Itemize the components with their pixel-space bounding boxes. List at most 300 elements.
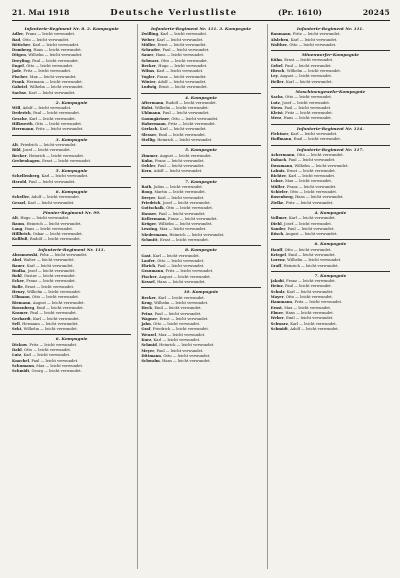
casualty-entry: Dreyer, Karl — leicht verwundet. — [141, 195, 205, 200]
casualty-entry: Scheller, Adolf — leicht verwundet. — [12, 195, 80, 200]
casualty-entry: Baum, Heinrich — leicht verwundet. — [12, 221, 82, 226]
casualty-name: Jakobi — [270, 279, 284, 284]
casualty-name: Ecker — [12, 279, 24, 284]
casualty-details: Otto — leicht verwundet. — [157, 258, 205, 263]
casualty-name: Schmidt — [12, 369, 30, 374]
casualty-details: Julius — leicht verwundet. — [153, 185, 203, 190]
casualty-details: Paul — leicht verwundet. — [156, 348, 204, 353]
casualty-name: Schieler — [270, 190, 288, 195]
casualty-name: Herrmann — [12, 127, 34, 132]
casualty-name: Herold — [12, 179, 27, 184]
casualty-entry: Habermann, Fritz — leicht verwundet. — [141, 122, 216, 127]
casualty-details: Otto — leicht verwundet. — [285, 95, 333, 100]
casualty-details: Adolf — leicht verwundet. — [157, 79, 207, 84]
casualty-entry: Schieler, Otto — leicht verwundet. — [270, 190, 338, 195]
casualty-details: Otto — leicht verwundet. — [166, 206, 214, 211]
casualty-details: Hermann — leicht verwundet. — [26, 79, 83, 84]
casualty-name: Baum — [12, 221, 25, 226]
casualty-details: Paul — leicht verwundet. — [28, 179, 76, 184]
casualty-entry: Bauer, Karl — leicht verwundet. — [12, 263, 74, 268]
casualty-name: Alsleben — [270, 37, 289, 42]
casualty-details: Paul — leicht verwundet. — [31, 358, 79, 363]
casualty-details: Hans — leicht verwundet. — [295, 195, 344, 200]
casualty-entry: Bohl, Gustav — leicht verwundet. — [12, 274, 76, 279]
casualty-entry: Schulz, Karl — leicht verwundet. — [270, 289, 334, 294]
casualty-name: Dossmann — [270, 163, 293, 168]
casualty-entry: Will, Adolf — leicht verwundet. — [12, 106, 72, 111]
casualty-entry: Wilms, Karl — leicht verwundet. — [141, 69, 204, 74]
casualty-entry: Gabriel, Wilhelm — leicht verwundet. — [12, 85, 84, 90]
casualty-name: Lang — [12, 226, 23, 231]
casualty-details: Paul — leicht verwundet. — [288, 158, 336, 163]
casualty-entry: Meyer, Paul — leicht verwundet. — [141, 348, 204, 353]
section-heading: 7. Kompagnie — [271, 271, 390, 278]
casualty-name: Hammann — [270, 300, 293, 305]
casualty-entry: Kriegel, Emil — leicht verwundet. — [270, 252, 336, 257]
casualty-entry: Graumann, Fritz — leicht verwundet. — [141, 269, 214, 274]
casualty-details: Karl — leicht verwundet. — [158, 295, 205, 300]
section-heading: Maschinengewehr-Kompagnie — [271, 87, 390, 94]
casualty-entry: Lohse, Max — leicht verwundet. — [270, 179, 333, 184]
casualty-name: Vollmer — [270, 216, 287, 221]
casualty-details: Paul — leicht verwundet. — [154, 311, 202, 316]
casualty-details: Wilhelm — leicht verwundet. — [26, 290, 82, 295]
casualty-name: Rosenberg — [12, 305, 35, 310]
casualty-name: Lohse — [270, 179, 283, 184]
casualty-entry: Hoffmann, Emil — leicht verwundet. — [270, 137, 341, 142]
casualty-name: Bad — [12, 37, 21, 42]
casualty-name: Schellenberg — [12, 174, 40, 179]
casualty-entry: Rosenberg, Hans — leicht verwundet. — [270, 195, 344, 200]
casualty-name: Aftermann — [141, 100, 164, 105]
casualty-details: Heinrich — leicht verwundet. — [169, 232, 225, 237]
casualty-entry: Budka, Josef — leicht verwundet. — [12, 268, 76, 273]
casualty-entry: Lahnis, Ernst — leicht verwundet. — [270, 168, 336, 173]
casualty-entry: Jahn, Otto — leicht verwundet. — [141, 322, 201, 327]
casualty-name: Niedermann — [141, 232, 167, 237]
casualty-name: Zwilling — [141, 32, 159, 37]
casualty-details: Josef — leicht verwundet. — [22, 148, 71, 153]
casualty-details: Hans — leicht verwundet. — [285, 310, 334, 315]
casualty-details: Adolf — leicht verwundet. — [22, 106, 72, 111]
casualty-details: Hans — leicht verwundet. — [283, 116, 332, 121]
section-heading: 6. Kompagnie — [12, 334, 131, 341]
casualty-details: Oskar — leicht verwundet. — [32, 232, 83, 237]
casualty-name: Schumann — [12, 363, 34, 368]
section-heading: Infanterie-Regiment Nr. 8. 2. Kompagnie — [24, 26, 119, 31]
casualty-name: Kühn — [270, 58, 282, 63]
casualty-details: Hugo — leicht verwundet. — [158, 64, 208, 69]
casualty-name: Kurz — [141, 338, 152, 343]
casualty-entry: Graff, Heinrich — leicht verwundet. — [270, 263, 339, 268]
casualty-name: Kriegel — [270, 252, 286, 257]
casualty-details: Max — leicht verwundet. — [36, 363, 84, 368]
casualty-name: Alt — [12, 216, 18, 221]
text-columns — [12, 24, 390, 569]
casualty-entry: Hillbrich, Oskar — leicht verwundet. — [12, 232, 83, 237]
casualty-name: Weber — [270, 316, 284, 321]
casualty-name: Vogler — [141, 74, 155, 79]
casualty-entry: Dreyling, Paul — leicht verwundet. — [12, 58, 79, 63]
casualty-name: Wilms — [141, 69, 155, 74]
casualty-details: Hans — leicht verwundet. — [157, 280, 206, 285]
casualty-details: Karl — leicht verwundet. — [32, 42, 80, 47]
casualty-details: Heinrich — leicht verwundet. — [28, 153, 85, 158]
casualty-name: Gast — [141, 253, 151, 258]
casualty-entry: Kleist, Fritz — leicht verwundet. — [270, 111, 333, 116]
section-heading: Infanterie-Regiment Nr. 117. — [271, 145, 390, 152]
casualty-details: Ernst — leicht verwundet. — [286, 168, 336, 173]
casualty-details: Paul — leicht verwundet. — [162, 48, 210, 53]
casualty-details: Hermann — leicht verwundet. — [22, 321, 79, 326]
casualty-name: Kellermann — [141, 216, 166, 221]
casualty-name: Dickow — [12, 342, 28, 347]
casualty-entry: Gast, Karl — leicht verwundet. — [141, 253, 200, 258]
casualty-name: Dreyling — [12, 58, 30, 63]
casualty-name: Dabach — [270, 158, 287, 163]
casualty-name: Rösch — [270, 232, 284, 237]
casualty-entry: Gerlach, Karl — leicht verwundet. — [141, 127, 207, 132]
issue-number: (Pr. 1610) — [278, 8, 323, 17]
casualty-entry: Alt, Friedrich — leicht verwundet. — [12, 142, 77, 147]
section-heading: 6. Kompagnie — [12, 187, 131, 194]
casualty-name: Schwarz — [141, 58, 159, 63]
casualty-name: Sachs — [270, 95, 283, 100]
casualty-name: Gaumgärtner — [141, 116, 170, 121]
casualty-entry: Niedermann, Heinrich — leicht verwundet. — [141, 232, 225, 237]
page-header — [12, 8, 390, 21]
casualty-details: Hugo — leicht verwundet. — [20, 216, 70, 221]
casualty-entry: Hilkwerth, Otto — leicht verwundet. — [12, 122, 83, 127]
casualty-details: Fritz — leicht verwundet. — [292, 32, 341, 37]
casualty-name: Gessel — [12, 200, 26, 205]
casualty-details: Otto — leicht verwundet. — [163, 353, 211, 358]
casualty-details: Karl — leicht verwundet. — [23, 353, 71, 358]
casualty-entry: Kurz, Karl — leicht verwundet. — [141, 338, 201, 343]
casualty-entry: Stern, Paul — leicht verwundet. — [270, 105, 332, 110]
casualty-details: Franz — leicht verwundet. — [156, 74, 207, 79]
casualty-entry: Lang, Hans — leicht verwundet. — [12, 226, 74, 231]
casualty-name: Ernst — [270, 305, 282, 310]
casualty-name: Hauff — [270, 247, 283, 252]
casualty-entry: Vogler, Franz — leicht verwundet. — [141, 74, 207, 79]
casualty-details: Franz — leicht verwundet. — [25, 32, 76, 37]
casualty-name: Alt — [12, 142, 18, 147]
casualty-details: Otto — leicht verwundet. — [171, 116, 219, 121]
casualty-details: Fritz — leicht verwundet. — [35, 127, 84, 132]
casualty-details: Karl — leicht verwundet. — [29, 116, 76, 121]
casualty-name: Merz — [270, 116, 282, 121]
casualty-entry: Grebenhagen, Ernst — leicht verwundet. — [12, 158, 92, 163]
page-number: 20245 — [362, 8, 390, 17]
casualty-entry: Vollmer, Karl — leicht verwundet. — [270, 216, 336, 221]
casualty-entry: Rosenberg, Emil — leicht verwundet. — [12, 305, 84, 310]
casualty-name: Kuhn — [141, 158, 153, 163]
casualty-details: August — leicht verwundet. — [32, 300, 85, 305]
casualty-name: Jade — [12, 69, 22, 74]
casualty-entry: Müller, Ernst — leicht verwundet. — [141, 42, 207, 47]
casualty-name: Knochel — [12, 358, 30, 363]
casualty-details: Otto — leicht verwundet. — [160, 58, 208, 63]
casualty-name: Krüger — [141, 222, 157, 227]
casualty-details: Emil — leicht verwundet. — [288, 252, 336, 257]
casualty-details: Max — leicht verwundet. — [159, 227, 207, 232]
casualty-name: Budka — [12, 268, 26, 273]
casualty-entry: Merz, Hans — leicht verwundet. — [270, 116, 332, 121]
casualty-entry: Boog, Martin — leicht verwundet. — [141, 190, 206, 195]
casualty-name: Schmid — [141, 343, 157, 348]
casualty-details: August — leicht verwundet. — [280, 74, 333, 79]
casualty-details: Karl — leicht verwundet. — [160, 32, 208, 37]
casualty-details: Otto — leicht verwundet. — [153, 322, 201, 327]
casualty-entry: Gebel, Paul — leicht verwundet. — [270, 63, 332, 68]
casualty-entry: Domberg, Hans — leicht verwundet. — [12, 48, 82, 53]
casualty-details: Adolf — leicht verwundet. — [31, 195, 80, 200]
casualty-entry: Lutz, Karl — leicht verwundet. — [12, 353, 71, 358]
casualty-details: Max — leicht verwundet. — [158, 332, 206, 337]
casualty-name: Hauser — [141, 211, 157, 216]
casualty-name: Sell — [12, 321, 20, 326]
casualty-details: Otto — leicht verwundet. — [22, 37, 70, 42]
casualty-entry: Hauser, Paul — leicht verwundet. — [141, 211, 206, 216]
casualty-entry: Alsleben, Karl — leicht verwundet. — [270, 37, 338, 42]
casualty-details: Ernst — leicht verwundet. — [159, 316, 209, 321]
casualty-details: Josef — leicht verwundet. — [162, 200, 211, 205]
casualty-entry: Lutz, Josef — leicht verwundet. — [270, 100, 331, 105]
casualty-entry: Fichtner, Karl — leicht verwundet. — [270, 132, 338, 137]
casualty-entry: Schmid, Heinrich — leicht verwundet. — [141, 343, 215, 348]
casualty-name: Ullmann — [12, 295, 30, 300]
casualty-details: Gustav — leicht verwundet. — [24, 274, 76, 279]
casualty-entry: Dahl, Otto — leicht verwundet. — [12, 348, 72, 353]
casualty-name: Graf — [141, 327, 151, 332]
casualty-details: Otto — leicht verwundet. — [285, 295, 333, 300]
casualty-name: Schmitt — [141, 237, 158, 242]
casualty-entry: Ecker, Franz — leicht verwundet. — [12, 279, 76, 284]
casualty-details: Paul — leicht verwundet. — [33, 111, 80, 116]
casualty-name: Bauer — [12, 263, 25, 268]
casualty-details: Josef — leicht verwundet. — [282, 100, 331, 105]
casualty-name: Boog — [141, 190, 152, 195]
casualty-name: Hoffmann — [270, 137, 292, 142]
casualty-entry: Kollfuß, Rudolf — leicht verwundet. — [12, 237, 81, 242]
casualty-name: Meyer — [141, 348, 155, 353]
casualty-name: Wenzel — [141, 332, 157, 337]
casualty-details: Karl — leicht verwundet. — [26, 263, 74, 268]
casualty-details: Ernst — leicht verwundet. — [25, 284, 75, 289]
casualty-details: Karl — leicht verwundet. — [289, 216, 336, 221]
casualty-entry: Sachse, Karl — leicht verwundet. — [12, 90, 76, 95]
casualty-name: Becker — [141, 295, 156, 300]
casualty-entry: Dederich, Paul — leicht verwundet. — [12, 111, 80, 116]
casualty-entry: Knochel, Paul — leicht verwundet. — [12, 358, 79, 363]
casualty-details: Fritz — leicht verwundet. — [285, 200, 334, 205]
casualty-details: Emil — leicht verwundet. — [158, 132, 206, 137]
section-heading: 3. Kompagnie — [12, 135, 131, 142]
publication-title: Deutsche Verlustliste — [110, 8, 238, 18]
casualty-entry: Ebner, Hans — leicht verwundet. — [270, 310, 334, 315]
casualty-entry: Ernst, Max — leicht verwundet. — [270, 305, 332, 310]
casualty-entry: Krug, Wilhelm — leicht verwundet. — [141, 300, 209, 305]
casualty-details: Martin — leicht verwundet. — [154, 190, 206, 195]
casualty-details: Paul — leicht verwundet. — [158, 211, 206, 216]
casualty-details: Rudolf — leicht verwundet. — [165, 100, 217, 105]
casualty-details: Karl — leicht verwundet. — [159, 127, 207, 132]
section-heading: 8. Kompagnie — [141, 245, 260, 252]
casualty-details: Wilhelm — leicht verwundet. — [28, 53, 83, 58]
casualty-name: Walther — [270, 42, 287, 47]
casualty-details: Ernst — leicht verwundet. — [158, 85, 208, 90]
section-heading: 5. Kompagnie — [141, 145, 260, 152]
casualty-entry: Weber, Karl — leicht verwundet. — [141, 37, 204, 42]
casualty-details: Adolf — leicht verwundet. — [153, 169, 203, 174]
casualty-details: Fritz — leicht verwundet. — [29, 342, 78, 347]
casualty-entry: Sander, Paul — leicht verwundet. — [270, 226, 335, 231]
casualty-entry: Schrader, Paul — leicht verwundet. — [141, 48, 210, 53]
section-heading: 2. Kompagnie — [12, 98, 131, 105]
casualty-entry: Oehler, Paul — leicht verwundet. — [141, 164, 205, 169]
casualty-entry: Herrmann, Fritz — leicht verwundet. — [12, 127, 84, 132]
casualty-details: Josef — leicht verwundet. — [284, 221, 332, 226]
casualty-entry: Sekt, Wilhelm — leicht verwundet. — [12, 327, 78, 332]
casualty-name: Riemann — [12, 300, 31, 305]
casualty-entry: Schmidt, Adolf — leicht verwundet. — [270, 326, 339, 331]
issue-date: 21. Mai 1918 — [12, 8, 70, 17]
casualty-name: Dittmann — [141, 353, 161, 358]
casualty-details: Ernst — leicht verwundet. — [42, 158, 92, 163]
casualty-entry: Wenzel, Max — leicht verwundet. — [141, 332, 206, 337]
casualty-name: Müller — [141, 42, 156, 47]
casualty-name: Jahn — [141, 322, 151, 327]
casualty-name: Becker — [141, 64, 156, 69]
casualty-details: Otto — leicht verwundet. — [32, 295, 80, 300]
casualty-details: Paul — leicht verwundet. — [157, 264, 205, 269]
casualty-details: Wilhelm — leicht verwundet. — [294, 163, 349, 168]
casualty-entry: Winter, Adolf — leicht verwundet. — [141, 79, 207, 84]
casualty-entry: Dittmann, Otto — leicht verwundet. — [141, 353, 211, 358]
casualty-entry: Gessel, Karl — leicht verwundet. — [12, 200, 75, 205]
casualty-entry: Engel, Otto — leicht verwundet. — [12, 64, 74, 69]
casualty-details: Otto — leicht verwundet. — [289, 42, 337, 47]
casualty-details: Emil — leicht verwundet. — [36, 305, 84, 310]
casualty-details: Otto — leicht verwundet. — [290, 190, 338, 195]
casualty-entry: Hirsch, Wilhelm — leicht verwundet. — [270, 69, 341, 74]
casualty-details: Heinrich — leicht verwundet. — [26, 221, 82, 226]
casualty-entry: Frank, Hermann — leicht verwundet. — [12, 79, 83, 84]
casualty-name: Ehrich — [141, 264, 156, 269]
casualty-name: Lorenz — [270, 258, 285, 263]
casualty-name: Habermann — [141, 122, 166, 127]
casualty-details: Franz — leicht verwundet. — [154, 158, 205, 163]
casualty-details: Wilhelm — leicht verwundet. — [286, 69, 341, 74]
casualty-name: Domberg — [12, 48, 32, 53]
casualty-details: Felix — leicht verwundet. — [39, 252, 88, 257]
casualty-details: Heinrich — leicht verwundet. — [157, 137, 213, 142]
casualty-details: Karl — leicht verwundet. — [28, 90, 76, 95]
casualty-name: Ley — [270, 74, 278, 79]
section-heading: Infanterie-Regiment Nr. 111. — [12, 245, 131, 252]
casualty-entry: Hammann, Fritz — leicht verwundet. — [270, 300, 343, 305]
casualty-entry: Bad, Otto — leicht verwundet. — [12, 37, 70, 42]
casualty-name: Kern — [141, 169, 152, 174]
section-heading: Infanterie-Regiment Nr. 114. — [271, 124, 390, 131]
casualty-entry: Schmidt, Georg — leicht verwundet. — [12, 369, 82, 374]
casualty-details: August — leicht verwundet. — [159, 153, 212, 158]
casualty-details: Karl — leicht verwundet. — [156, 37, 204, 42]
casualty-name: Gebel — [270, 63, 283, 68]
casualty-entry: Krüger, Wilhelm — leicht verwundet. — [141, 222, 213, 227]
section-heading: 6. Kompagnie — [271, 239, 390, 246]
casualty-name: Richter — [270, 174, 287, 179]
casualty-details: Wilhelm — leicht verwundet. — [154, 106, 209, 111]
casualty-details: Emil — leicht verwundet. — [286, 316, 334, 321]
casualty-name: Hillbrich — [12, 232, 31, 237]
casualty-name: Müller — [270, 184, 285, 189]
casualty-name: Heller — [270, 79, 284, 84]
casualty-name: Dreyer — [141, 195, 156, 200]
casualty-entry: Weber, Emil — leicht verwundet. — [270, 316, 334, 321]
casualty-details: Otto — leicht verwundet. — [296, 152, 344, 157]
casualty-name: Gerhardt — [12, 316, 31, 321]
casualty-entry: Ehrich, Paul — leicht verwundet. — [141, 264, 205, 269]
casualty-name: Achermann — [270, 152, 295, 157]
casualty-entry: Heck, Emil — leicht verwundet. — [141, 306, 202, 311]
casualty-name: Hirsch — [270, 69, 285, 74]
casualty-details: Adolf — leicht verwundet. — [290, 326, 339, 331]
casualty-details: Karl — leicht verwundet. — [286, 289, 334, 294]
casualty-details: Karl — leicht verwundet. — [27, 200, 75, 205]
casualty-entry: Holst, Wilhelm — leicht verwundet. — [141, 106, 209, 111]
casualty-entry: Becker, Karl — leicht verwundet. — [141, 295, 205, 300]
casualty-name: Will — [12, 106, 21, 111]
casualty-details: August — leicht verwundet. — [159, 274, 211, 279]
casualty-entry: Jakobi, Franz — leicht verwundet. — [270, 279, 336, 284]
casualty-name: Mayer — [270, 295, 284, 300]
casualty-details: Fritz — leicht verwundet. — [23, 69, 72, 74]
casualty-name: Frank — [12, 79, 25, 84]
casualty-details: Paul — leicht verwundet. — [284, 63, 332, 68]
casualty-entry: Abel, Walter — leicht verwundet. — [12, 258, 75, 263]
casualty-name: Stellig — [141, 137, 155, 142]
casualty-details: Paul — leicht verwundet. — [32, 58, 79, 63]
casualty-entry: Kuhn, Franz — leicht verwundet. — [141, 158, 205, 163]
casualty-details: Otto — leicht verwundet. — [284, 247, 332, 252]
casualty-details: Emil — leicht verwundet. — [293, 137, 341, 142]
casualty-details: Wilhelm — leicht verwundet. — [29, 85, 84, 90]
casualty-name: Henry — [12, 290, 25, 295]
casualty-details: Hans — leicht verwundet. — [155, 53, 205, 58]
casualty-name: Sander — [270, 226, 286, 231]
casualty-details: Walter — leicht verwundet. — [23, 258, 75, 263]
casualty-entry: Heinz, Paul — leicht verwundet. — [270, 284, 332, 289]
casualty-name: Ludwig — [141, 85, 157, 90]
casualty-name: Krug — [141, 300, 152, 305]
casualty-details: Karl — leicht verwundet. — [290, 132, 338, 137]
casualty-details: Franz — leicht verwundet. — [26, 279, 76, 284]
casualty-entry: Sauer, Hans — leicht verwundet. — [141, 53, 205, 58]
casualty-entry: Gerhardt, Karl — leicht verwundet. — [12, 316, 80, 321]
casualty-details: Fritz — leicht verwundet. — [168, 122, 216, 127]
casualty-details: Fritz — leicht verwundet. — [285, 111, 333, 116]
casualty-details: Otto — leicht verwundet. — [24, 348, 72, 353]
casualty-entry: Bild, Josef — leicht verwundet. — [12, 148, 71, 153]
casualty-name: Bolle — [12, 284, 23, 289]
casualty-entry: Stellig, Heinrich — leicht verwundet. — [141, 137, 213, 142]
casualty-name: Schrader — [141, 48, 161, 53]
casualty-details: Fritz — leicht verwundet. — [165, 269, 214, 274]
casualty-entry: Ditgen, Wilhelm — leicht verwundet. — [12, 53, 83, 58]
casualty-name: Schwalm — [141, 359, 160, 364]
